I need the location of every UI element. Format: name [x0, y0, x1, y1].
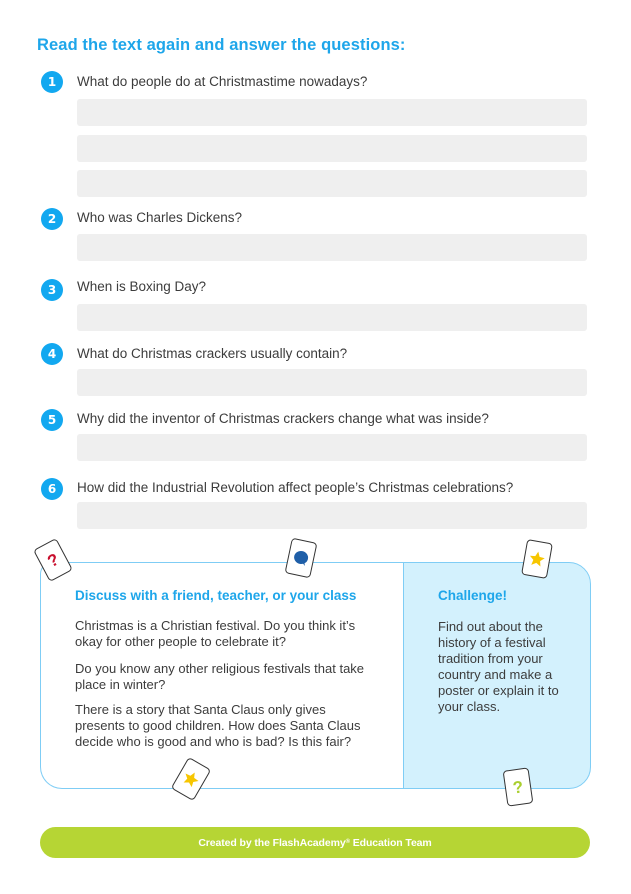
star-icon [179, 767, 204, 792]
question-text: When is Boxing Day? [77, 279, 207, 294]
challenge-heading: Challenge! [438, 588, 508, 603]
discuss-paragraph: Do you know any other religious festivals that take place in winter? [75, 661, 365, 692]
answer-field[interactable] [77, 135, 587, 162]
footer-banner [40, 827, 590, 858]
answer-field[interactable] [77, 99, 587, 126]
answer-field[interactable] [77, 369, 587, 396]
answer-field[interactable] [77, 170, 587, 197]
discuss-heading: Discuss with a friend, teacher, or your class [75, 588, 357, 603]
discuss-paragraph: Christmas is a Christian festival. Do you think it’s okay for other people to celebrate it? [75, 618, 356, 649]
answer-field[interactable] [77, 234, 587, 261]
star-icon [527, 549, 548, 570]
footer-text: Created by the FlashAcademy [198, 836, 346, 849]
question-card-green [503, 767, 534, 806]
question-text: How did the Industrial Revolution affect people’s Christmas celebrations? [77, 480, 514, 495]
question-number-badge: 2 [41, 208, 63, 230]
challenge-text: Find out about the history of a festival tradition from your country and make a poster or explain it to your class. [438, 619, 559, 714]
question-number-badge: 4 [41, 343, 63, 365]
discuss-paragraph: There is a story that Santa Claus only gives presents to good children. How does Santa Claus decide who is good and who is bad? Is this fair? [75, 702, 361, 749]
question-mark-icon: ? [43, 549, 63, 571]
answer-field[interactable] [77, 502, 587, 529]
question-number-badge: 5 [41, 409, 63, 431]
registered-mark: ® [345, 838, 350, 845]
footer-text-suffix: Education Team [349, 836, 432, 849]
question-number-badge: 3 [41, 279, 63, 301]
page-title: Read the text again and answer the questions: [37, 36, 406, 54]
question-mark-icon: ? [511, 776, 525, 798]
answer-field[interactable] [77, 304, 587, 331]
question-text: What do Christmas crackers usually contain? [77, 346, 348, 361]
question-number-badge: 6 [41, 478, 63, 500]
speech-bubble-icon [292, 549, 311, 568]
question-text: Who was Charles Dickens? [77, 210, 243, 225]
answer-field[interactable] [77, 434, 587, 461]
question-text: Why did the inventor of Christmas crackers change what was inside? [77, 411, 489, 426]
question-text: What do people do at Christmastime nowadays? [77, 74, 368, 89]
question-number-badge: 1 [41, 71, 63, 93]
